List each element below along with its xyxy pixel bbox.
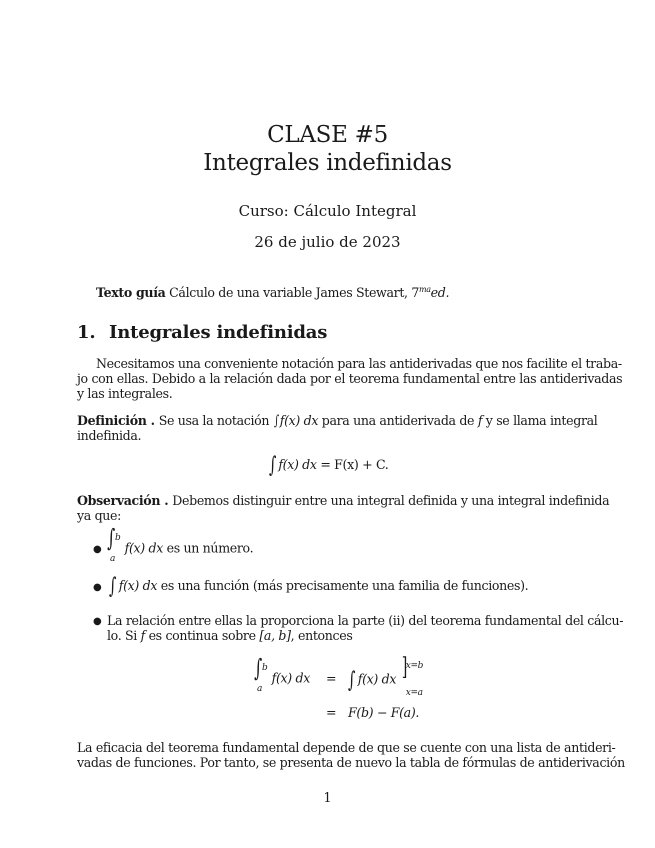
- evaluation-bracket-icon: ] x=b x=a: [401, 653, 424, 698]
- textbook-label: Texto guía: [96, 285, 166, 301]
- section-heading: [77, 321, 327, 345]
- bullet-item-3-line-1: La relación entre ellas la proporciona la parte (ii) del teorema fundamental del cálcu-: [107, 613, 624, 628]
- bullet-icon: ●: [93, 616, 102, 627]
- definition-equation: ∫ f(x) dx = F(x) + C.: [268, 453, 389, 478]
- ftc-rhs-2: F(b) − F(a).: [348, 705, 420, 720]
- definite-integral-icon: ∫ b a: [107, 524, 121, 564]
- observation-line-2: ya que:: [77, 508, 122, 523]
- observation-label: Observación: [77, 493, 161, 508]
- course-name: Curso: Cálculo Integral: [238, 202, 417, 220]
- integral-icon: ∫: [108, 574, 117, 599]
- definition-line-2: indefinida.: [77, 428, 142, 443]
- definition-label: Definición: [77, 413, 147, 428]
- bullet-item-3-line-2: lo. Si f es continua sobre [a, b], entonces: [107, 628, 353, 643]
- ftc-equals-2: =: [326, 705, 337, 720]
- definition-line-1: Definición . Se usa la notación ∫f(x) dx para una antiderivada de f y se llama integral: [77, 413, 598, 429]
- integral-icon: ∫: [268, 453, 276, 478]
- bullet-item-2: ∫ f(x) dx es una función (más precisamente una familia de funciones).: [108, 574, 529, 599]
- bullet-icon: ●: [93, 544, 102, 555]
- document-subtitle: Integrales indefinidas: [203, 150, 452, 176]
- edition-suffix: ed.: [430, 285, 450, 301]
- closing-line-1: La eficacia del teorema fundamental depende de que se cuente con una lista de antideri-: [77, 740, 616, 755]
- section-title: Integrales indefinidas: [109, 322, 328, 343]
- observation-line-1: Observación . Debemos distinguir entre una integral definida y una integral indefinida: [77, 493, 610, 508]
- ftc-equation-line-1: ∫ b a f(x) dx: [254, 654, 310, 694]
- bullet-icon: ●: [93, 582, 102, 593]
- section-number: 1.: [77, 322, 96, 343]
- closing-line-2: vadas de funciones. Por tanto, se presenta de nuevo la tabla de fórmulas de antiderivación: [77, 755, 625, 770]
- definite-integral-icon: ∫ b a: [254, 654, 268, 694]
- document-title: CLASE #5: [267, 122, 388, 148]
- bullet-item-1: ∫ b a f(x) dx es un número.: [107, 524, 254, 564]
- integral-icon: ∫: [273, 413, 279, 429]
- textbook-text: Cálculo de una variable James Stewart, 7: [169, 285, 419, 301]
- intro-line-2: jo con ellas. Debido a la relación dada por el teorema fundamental entre las antiderivadas: [77, 371, 623, 386]
- intro-line-3: y las integrales.: [77, 386, 173, 401]
- ftc-rhs-1: ∫ f(x) dx ] x=b x=a: [346, 665, 428, 695]
- textbook-reference: [96, 282, 449, 300]
- page-number: 1: [323, 791, 332, 806]
- edition-superscript: ma: [419, 285, 431, 294]
- ftc-equals-1: =: [326, 671, 337, 686]
- document-date: 26 de julio de 2023: [254, 233, 401, 251]
- integral-icon: ∫: [347, 667, 356, 693]
- intro-line-1: Necesitamos una conveniente notación para las antiderivadas que nos facilite el traba-: [96, 356, 622, 371]
